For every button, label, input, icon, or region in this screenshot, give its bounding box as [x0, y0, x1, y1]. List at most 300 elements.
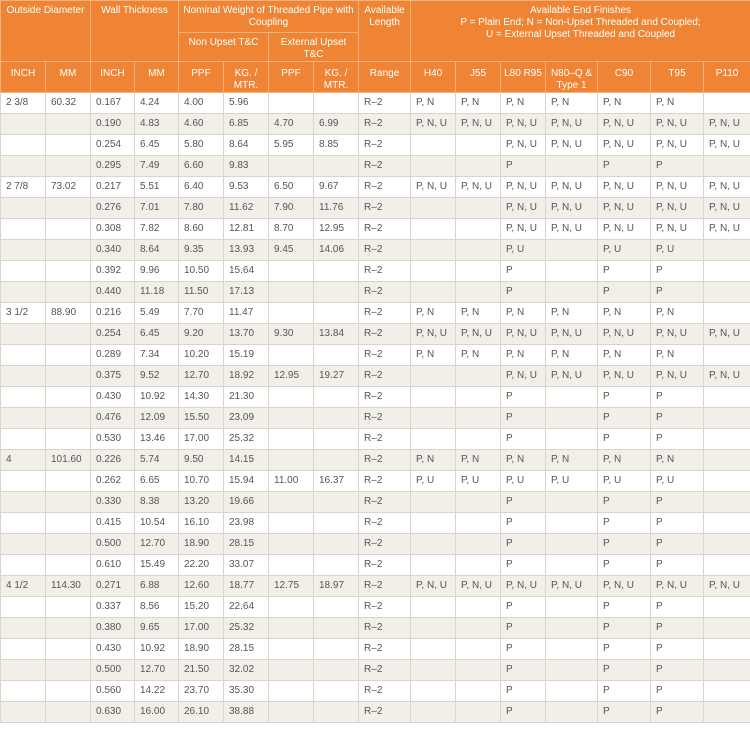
od-inch-cell: 3 1/2: [1, 303, 46, 324]
j55-cell: [456, 555, 501, 576]
wt-inch-cell: 0.340: [91, 240, 135, 261]
h40-cell: P, N: [411, 93, 456, 114]
range-cell: R–2: [359, 597, 411, 618]
nu-ppf-cell: 7.70: [179, 303, 224, 324]
t95-cell: P: [651, 660, 704, 681]
p110-cell: P, N, U: [704, 114, 750, 135]
table-row: [1, 261, 750, 282]
od-inch-cell: [1, 429, 46, 450]
c90-cell: P: [598, 513, 651, 534]
wt-inch-cell: 0.375: [91, 366, 135, 387]
od-inch-cell: [1, 471, 46, 492]
l80-r95-cell: P: [501, 387, 546, 408]
p110-cell: [704, 261, 750, 282]
nu-kg-cell: 23.98: [224, 513, 269, 534]
l80-r95-cell: P, N, U: [501, 324, 546, 345]
nu-kg-cell: 38.88: [224, 702, 269, 723]
outside-diameter-header: Outside Diameter: [1, 1, 91, 62]
wt-inch-cell: 0.430: [91, 387, 135, 408]
eu-kg-cell: [314, 345, 359, 366]
nu-ppf-header: PPF: [179, 62, 224, 93]
eu-ppf-cell: [269, 597, 314, 618]
od-inch-cell: 4: [1, 450, 46, 471]
eu-kg-cell: [314, 639, 359, 660]
od-inch-cell: 4 1/2: [1, 576, 46, 597]
table-body: [1, 93, 750, 723]
p110-cell: [704, 408, 750, 429]
wt-inch-cell: 0.610: [91, 555, 135, 576]
h40-cell: [411, 282, 456, 303]
l80-r95-cell: P: [501, 261, 546, 282]
nu-kg-cell: 15.94: [224, 471, 269, 492]
nu-ppf-cell: 11.50: [179, 282, 224, 303]
j55-cell: [456, 702, 501, 723]
t95-cell: P, N, U: [651, 198, 704, 219]
j55-cell: [456, 261, 501, 282]
nu-kg-cell: 32.02: [224, 660, 269, 681]
table-row: [1, 198, 750, 219]
p110-cell: [704, 345, 750, 366]
j55-cell: P, U: [456, 471, 501, 492]
j55-cell: P, N: [456, 345, 501, 366]
range-cell: R–2: [359, 681, 411, 702]
n80-cell: P, N, U: [546, 576, 598, 597]
eu-ppf-cell: [269, 618, 314, 639]
wt-mm-cell: 10.92: [135, 387, 179, 408]
wt-mm-cell: 5.49: [135, 303, 179, 324]
eu-kg-cell: [314, 597, 359, 618]
l80-r95-cell: P: [501, 429, 546, 450]
od-mm-cell: 114.30: [46, 576, 91, 597]
p110-cell: [704, 618, 750, 639]
c90-cell: P: [598, 639, 651, 660]
eu-ppf-header: PPF: [269, 62, 314, 93]
eu-kg-cell: 6.99: [314, 114, 359, 135]
l80-r95-cell: P: [501, 681, 546, 702]
table-row: [1, 597, 750, 618]
eu-kg-cell: [314, 261, 359, 282]
t95-cell: P, N, U: [651, 135, 704, 156]
eu-ppf-cell: [269, 282, 314, 303]
nu-ppf-cell: 13.20: [179, 492, 224, 513]
n80-cell: [546, 492, 598, 513]
od-inch-cell: [1, 492, 46, 513]
eu-ppf-cell: [269, 345, 314, 366]
h40-cell: [411, 198, 456, 219]
table-row: [1, 93, 750, 114]
t95-cell: P, N: [651, 345, 704, 366]
nu-ppf-cell: 14.30: [179, 387, 224, 408]
j55-cell: P, N: [456, 450, 501, 471]
c90-cell: P, N, U: [598, 219, 651, 240]
nu-ppf-cell: 4.60: [179, 114, 224, 135]
eu-ppf-cell: 9.30: [269, 324, 314, 345]
eu-ppf-cell: [269, 702, 314, 723]
eu-ppf-cell: [269, 93, 314, 114]
t95-cell: P, N, U: [651, 576, 704, 597]
eu-ppf-cell: [269, 639, 314, 660]
h40-cell: P, N: [411, 303, 456, 324]
table-row: [1, 534, 750, 555]
j55-cell: [456, 597, 501, 618]
od-mm-cell: [46, 219, 91, 240]
j55-cell: [456, 219, 501, 240]
range-cell: R–2: [359, 450, 411, 471]
l80-r95-cell: P, N, U: [501, 366, 546, 387]
range-cell: R–2: [359, 408, 411, 429]
t95-cell: P: [651, 387, 704, 408]
c90-cell: P, N, U: [598, 114, 651, 135]
p110-cell: P, N, U: [704, 324, 750, 345]
grade-c90-header: C90: [598, 62, 651, 93]
t95-cell: P, N, U: [651, 114, 704, 135]
eu-ppf-cell: [269, 660, 314, 681]
eu-ppf-cell: [269, 555, 314, 576]
t95-cell: P, N, U: [651, 324, 704, 345]
nu-kg-cell: 21.30: [224, 387, 269, 408]
l80-r95-cell: P: [501, 702, 546, 723]
od-inch-cell: [1, 324, 46, 345]
wt-inch-cell: 0.500: [91, 534, 135, 555]
range-cell: R–2: [359, 261, 411, 282]
h40-cell: [411, 618, 456, 639]
n80-cell: P, N, U: [546, 135, 598, 156]
l80-r95-cell: P, N, U: [501, 576, 546, 597]
j55-cell: [456, 366, 501, 387]
table-row: [1, 324, 750, 345]
j55-cell: [456, 282, 501, 303]
c90-cell: P: [598, 534, 651, 555]
h40-cell: [411, 156, 456, 177]
range-cell: R–2: [359, 639, 411, 660]
eu-kg-cell: [314, 408, 359, 429]
nu-ppf-cell: 9.35: [179, 240, 224, 261]
nu-kg-cell: 9.53: [224, 177, 269, 198]
wt-mm-cell: 8.64: [135, 240, 179, 261]
eu-kg-cell: 12.95: [314, 219, 359, 240]
t95-cell: P, N: [651, 450, 704, 471]
t95-cell: P: [651, 534, 704, 555]
od-inch-cell: [1, 114, 46, 135]
range-cell: R–2: [359, 93, 411, 114]
nu-ppf-cell: 9.20: [179, 324, 224, 345]
j55-cell: [456, 492, 501, 513]
j55-cell: [456, 198, 501, 219]
end-finishes-legend-line-1: P = Plain End; N = Non-Upset Threaded and Coupled;: [460, 17, 701, 28]
l80-r95-cell: P: [501, 408, 546, 429]
h40-cell: [411, 429, 456, 450]
n80-cell: [546, 681, 598, 702]
range-header: Range: [359, 62, 411, 93]
c90-cell: P, U: [598, 240, 651, 261]
od-inch-cell: [1, 387, 46, 408]
p110-cell: [704, 660, 750, 681]
eu-ppf-cell: [269, 429, 314, 450]
c90-cell: P: [598, 702, 651, 723]
l80-r95-cell: P, N: [501, 345, 546, 366]
t95-cell: P: [651, 261, 704, 282]
wt-inch-cell: 0.276: [91, 198, 135, 219]
h40-cell: [411, 702, 456, 723]
wt-mm-cell: 9.96: [135, 261, 179, 282]
wt-inch-cell: 0.216: [91, 303, 135, 324]
wt-inch-cell: 0.254: [91, 135, 135, 156]
wt-inch-cell: 0.254: [91, 324, 135, 345]
p110-cell: [704, 702, 750, 723]
eu-kg-cell: 11.76: [314, 198, 359, 219]
c90-cell: P, U: [598, 471, 651, 492]
c90-cell: P, N, U: [598, 324, 651, 345]
nu-kg-cell: 5.96: [224, 93, 269, 114]
eu-ppf-cell: [269, 261, 314, 282]
n80-cell: [546, 429, 598, 450]
nu-kg-cell: 35.30: [224, 681, 269, 702]
range-cell: R–2: [359, 177, 411, 198]
range-cell: R–2: [359, 156, 411, 177]
t95-cell: P: [651, 681, 704, 702]
h40-cell: P, N, U: [411, 576, 456, 597]
table-row: [1, 282, 750, 303]
nu-ppf-cell: 6.40: [179, 177, 224, 198]
t95-cell: P: [651, 282, 704, 303]
n80-cell: [546, 639, 598, 660]
t95-cell: P: [651, 156, 704, 177]
eu-ppf-cell: 7.90: [269, 198, 314, 219]
p110-cell: [704, 534, 750, 555]
nu-ppf-cell: 18.90: [179, 639, 224, 660]
t95-cell: P: [651, 639, 704, 660]
end-finishes-header: [411, 1, 750, 62]
wt-mm-header: MM: [135, 62, 179, 93]
eu-kg-cell: [314, 156, 359, 177]
table-row: [1, 408, 750, 429]
wt-inch-cell: 0.415: [91, 513, 135, 534]
od-mm-cell: [46, 345, 91, 366]
nu-kg-cell: 25.32: [224, 618, 269, 639]
n80-cell: [546, 261, 598, 282]
wt-mm-cell: 4.83: [135, 114, 179, 135]
h40-cell: [411, 639, 456, 660]
j55-cell: [456, 660, 501, 681]
c90-cell: P: [598, 429, 651, 450]
j55-cell: [456, 639, 501, 660]
wt-mm-cell: 8.56: [135, 597, 179, 618]
wt-mm-cell: 7.49: [135, 156, 179, 177]
n80-cell: P, N, U: [546, 177, 598, 198]
p110-cell: [704, 681, 750, 702]
wt-inch-cell: 0.271: [91, 576, 135, 597]
od-mm-cell: [46, 282, 91, 303]
od-mm-cell: [46, 156, 91, 177]
nu-ppf-cell: 22.20: [179, 555, 224, 576]
eu-ppf-cell: 12.75: [269, 576, 314, 597]
grade-j55-header: J55: [456, 62, 501, 93]
l80-r95-cell: P: [501, 555, 546, 576]
od-inch-cell: [1, 597, 46, 618]
eu-kg-cell: [314, 429, 359, 450]
eu-kg-cell: [314, 681, 359, 702]
j55-cell: P, N, U: [456, 324, 501, 345]
j55-cell: [456, 534, 501, 555]
table-row: [1, 240, 750, 261]
eu-ppf-cell: [269, 534, 314, 555]
wt-mm-cell: 14.22: [135, 681, 179, 702]
wt-inch-cell: 0.167: [91, 93, 135, 114]
od-mm-cell: [46, 681, 91, 702]
table-row: [1, 702, 750, 723]
p110-cell: [704, 282, 750, 303]
external-upset-header: External Upset T&C: [269, 33, 359, 62]
nominal-weight-header: Nominal Weight of Threaded Pipe with Coupling: [179, 1, 359, 33]
table-row: [1, 135, 750, 156]
l80-r95-cell: P, N, U: [501, 219, 546, 240]
wt-mm-cell: 12.09: [135, 408, 179, 429]
wt-mm-cell: 7.82: [135, 219, 179, 240]
t95-cell: P: [651, 429, 704, 450]
t95-cell: P, N: [651, 93, 704, 114]
eu-kg-cell: 14.06: [314, 240, 359, 261]
nu-ppf-cell: 5.80: [179, 135, 224, 156]
l80-r95-cell: P: [501, 639, 546, 660]
n80-cell: [546, 702, 598, 723]
n80-cell: P, N: [546, 345, 598, 366]
c90-cell: P, N, U: [598, 177, 651, 198]
eu-ppf-cell: [269, 492, 314, 513]
nu-kg-cell: 11.62: [224, 198, 269, 219]
l80-r95-cell: P, N, U: [501, 135, 546, 156]
od-inch-header: INCH: [1, 62, 46, 93]
eu-ppf-cell: 4.70: [269, 114, 314, 135]
nu-kg-cell: 28.15: [224, 639, 269, 660]
p110-cell: [704, 471, 750, 492]
wt-inch-cell: 0.190: [91, 114, 135, 135]
range-cell: R–2: [359, 114, 411, 135]
nu-kg-cell: 9.83: [224, 156, 269, 177]
od-inch-cell: [1, 135, 46, 156]
nu-kg-cell: 8.64: [224, 135, 269, 156]
nu-kg-cell: 15.64: [224, 261, 269, 282]
range-cell: R–2: [359, 198, 411, 219]
p110-cell: [704, 240, 750, 261]
od-inch-cell: [1, 156, 46, 177]
p110-cell: [704, 513, 750, 534]
od-mm-cell: [46, 240, 91, 261]
range-cell: R–2: [359, 240, 411, 261]
range-cell: R–2: [359, 366, 411, 387]
eu-ppf-cell: [269, 681, 314, 702]
nu-kg-cell: 25.32: [224, 429, 269, 450]
wt-inch-cell: 0.380: [91, 618, 135, 639]
wt-mm-cell: 15.49: [135, 555, 179, 576]
nu-ppf-cell: 15.50: [179, 408, 224, 429]
range-cell: R–2: [359, 324, 411, 345]
p110-cell: [704, 492, 750, 513]
od-mm-cell: [46, 135, 91, 156]
t95-cell: P: [651, 597, 704, 618]
eu-kg-cell: [314, 93, 359, 114]
c90-cell: P: [598, 681, 651, 702]
h40-cell: P, N: [411, 345, 456, 366]
od-mm-cell: [46, 408, 91, 429]
wt-inch-header: INCH: [91, 62, 135, 93]
eu-ppf-cell: [269, 387, 314, 408]
n80-cell: P, N, U: [546, 366, 598, 387]
eu-ppf-cell: 5.95: [269, 135, 314, 156]
c90-cell: P, N, U: [598, 576, 651, 597]
p110-cell: P, N, U: [704, 576, 750, 597]
j55-cell: [456, 156, 501, 177]
range-cell: R–2: [359, 429, 411, 450]
eu-ppf-cell: 11.00: [269, 471, 314, 492]
table-row: [1, 555, 750, 576]
p110-cell: [704, 597, 750, 618]
wt-mm-cell: 6.45: [135, 135, 179, 156]
eu-kg-cell: [314, 303, 359, 324]
wt-inch-cell: 0.289: [91, 345, 135, 366]
h40-cell: P, N: [411, 450, 456, 471]
nu-kg-cell: 28.15: [224, 534, 269, 555]
p110-cell: [704, 93, 750, 114]
c90-cell: P, N, U: [598, 135, 651, 156]
eu-kg-cell: [314, 618, 359, 639]
c90-cell: P, N: [598, 303, 651, 324]
nu-kg-cell: 15.19: [224, 345, 269, 366]
od-inch-cell: [1, 408, 46, 429]
h40-cell: [411, 597, 456, 618]
h40-cell: P, N, U: [411, 177, 456, 198]
nu-kg-cell: 13.70: [224, 324, 269, 345]
h40-cell: [411, 366, 456, 387]
l80-r95-cell: P, U: [501, 471, 546, 492]
n80-cell: P, N, U: [546, 198, 598, 219]
table-header: [1, 1, 750, 93]
eu-kg-cell: [314, 660, 359, 681]
j55-cell: P, N: [456, 93, 501, 114]
n80-cell: [546, 408, 598, 429]
t95-cell: P, N, U: [651, 366, 704, 387]
od-inch-cell: [1, 555, 46, 576]
h40-cell: P, N, U: [411, 114, 456, 135]
wt-inch-cell: 0.217: [91, 177, 135, 198]
range-cell: R–2: [359, 282, 411, 303]
range-cell: R–2: [359, 135, 411, 156]
j55-cell: [456, 408, 501, 429]
od-inch-cell: [1, 660, 46, 681]
nu-ppf-cell: 21.50: [179, 660, 224, 681]
wall-thickness-header: Wall Thickness: [91, 1, 179, 62]
j55-cell: [456, 429, 501, 450]
wt-mm-cell: 12.70: [135, 660, 179, 681]
wt-mm-cell: 5.74: [135, 450, 179, 471]
n80-cell: P, N: [546, 303, 598, 324]
range-cell: R–2: [359, 702, 411, 723]
eu-kg-header: KG. / MTR.: [314, 62, 359, 93]
od-mm-cell: [46, 702, 91, 723]
wt-inch-cell: 0.262: [91, 471, 135, 492]
od-mm-cell: 60.32: [46, 93, 91, 114]
eu-ppf-cell: [269, 450, 314, 471]
c90-cell: P, N: [598, 93, 651, 114]
od-mm-cell: [46, 261, 91, 282]
p110-cell: P, N, U: [704, 135, 750, 156]
od-inch-cell: [1, 219, 46, 240]
n80-cell: [546, 597, 598, 618]
wt-mm-cell: 7.34: [135, 345, 179, 366]
grade-n80-header: N80–Q & Type 1: [546, 62, 598, 93]
c90-cell: P: [598, 618, 651, 639]
l80-r95-cell: P, N: [501, 93, 546, 114]
range-cell: R–2: [359, 534, 411, 555]
